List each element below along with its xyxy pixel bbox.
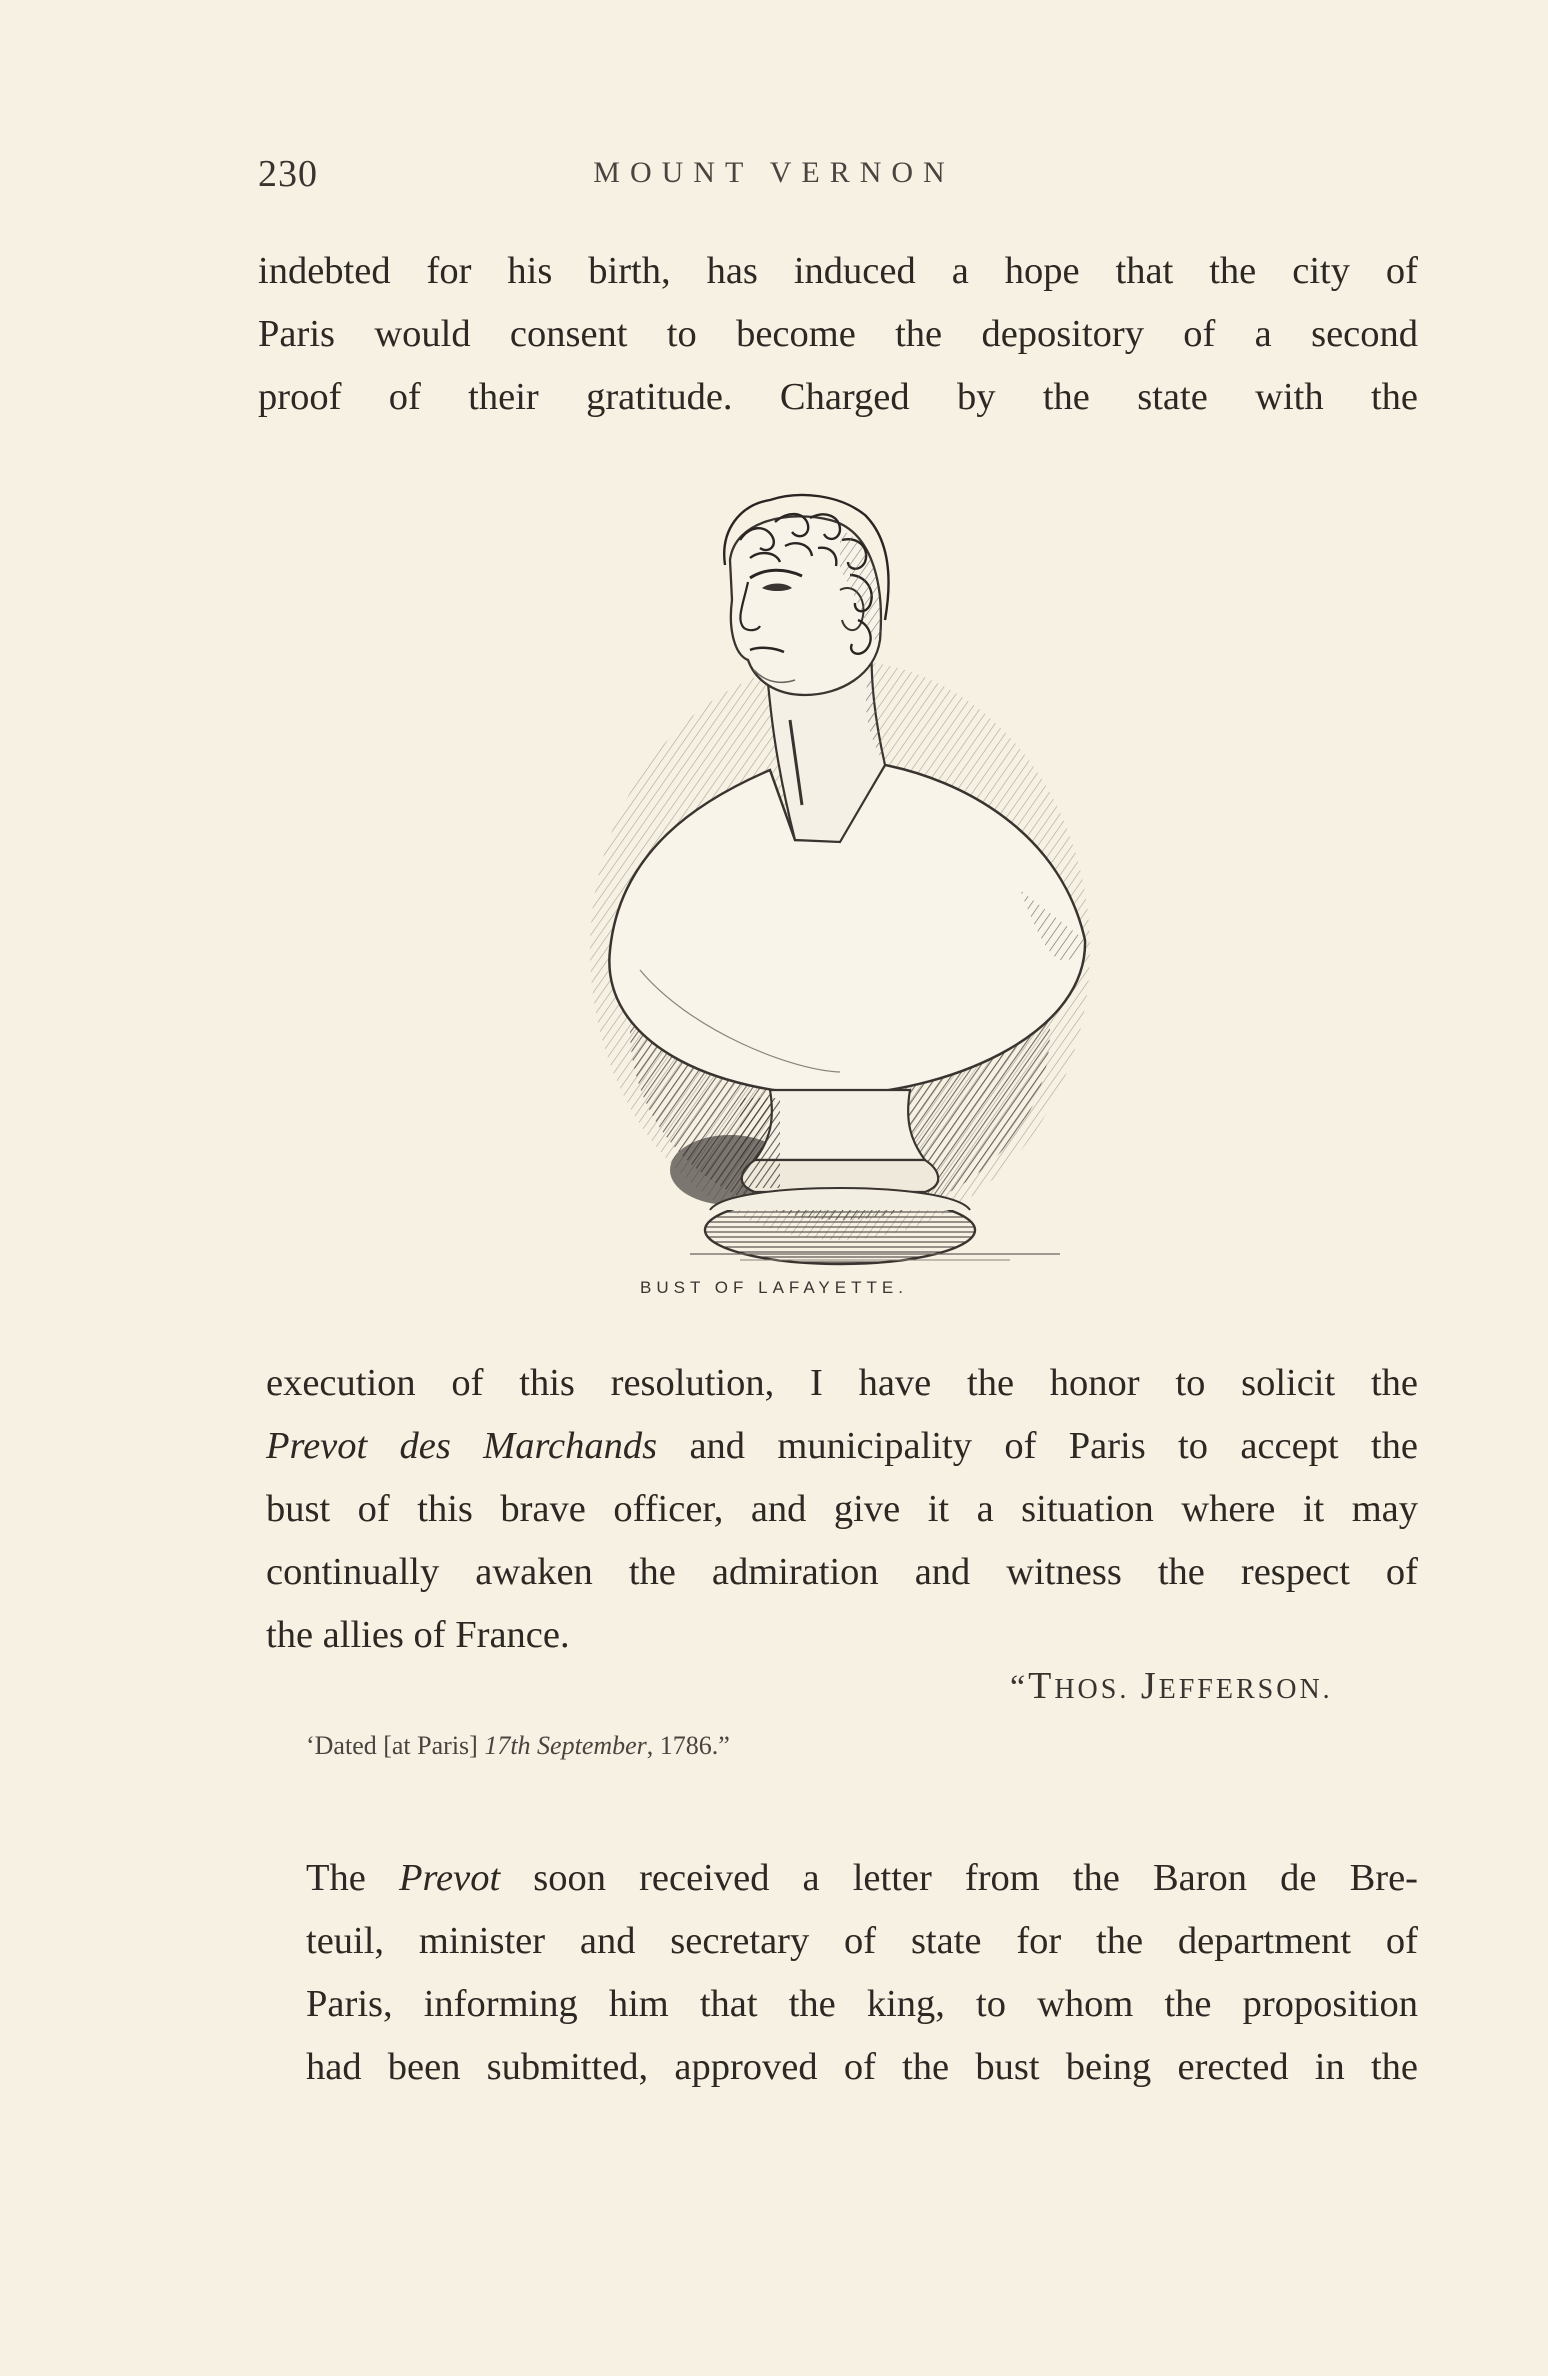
paragraph-bottom	[306, 1847, 1418, 2099]
text-line: teuil, minister and secretary of state for the department of	[306, 1920, 1418, 1962]
text-line: had been submitted, approved of the bust being erected in the	[306, 2046, 1418, 2088]
text-line: the allies of France.	[266, 1614, 570, 1656]
signature: “THOS. JEFFERSON.	[1010, 1665, 1333, 1707]
page-number: 230	[258, 153, 318, 195]
running-head: MOUNT VERNON	[593, 156, 955, 189]
text-line: Paris, informing him that the king, to whom the proposition	[306, 1983, 1418, 2025]
paragraph-top	[258, 240, 1418, 429]
italic-term: Prevot	[398, 1857, 501, 1899]
text-line: The Prevot soon received a letter from the Baron de Bre-	[306, 1857, 1418, 1899]
open-quote: “	[1010, 1669, 1029, 1706]
text-line: indebted for his birth, has induced a hope that the city of	[258, 250, 1418, 292]
text-line: proof of their gratitude. Charged by the state with the	[258, 376, 1418, 418]
text-line	[266, 1415, 1418, 1478]
date-line: ‘Dated [at Paris] 17th September, 1786.”	[306, 1731, 730, 1760]
text-line: continually awaken the admiration and witness the respect of	[266, 1551, 1418, 1593]
italic-term: Prevot des Marchands	[266, 1425, 658, 1467]
text-line: Paris would consent to become the depository of a second	[258, 313, 1418, 355]
figure-caption: BUST OF LAFAYETTE.	[640, 1278, 908, 1297]
text-segment: and municipality of Paris to accept the	[657, 1425, 1418, 1467]
bust-of-lafayette-engraving	[540, 470, 1140, 1270]
text-line: execution of this resolution, I have the honor to solicit the	[266, 1362, 1418, 1404]
text-line: bust of this brave officer, and give it a situation where it may	[266, 1488, 1418, 1530]
paragraph-letter	[266, 1352, 1418, 1667]
date-italic: 17th September	[484, 1731, 647, 1760]
